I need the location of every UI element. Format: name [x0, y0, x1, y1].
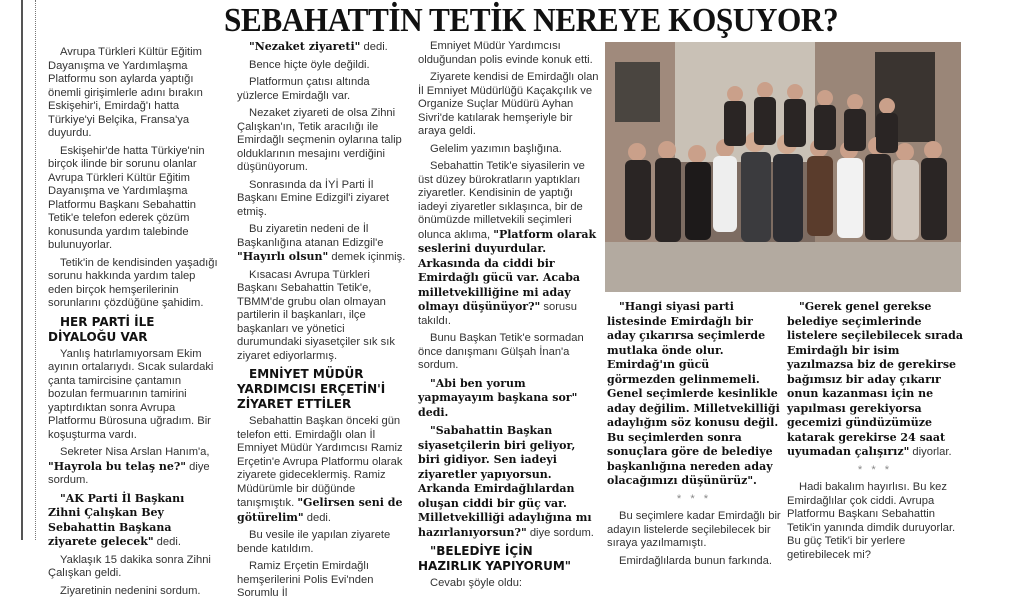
paragraph: [787, 300, 963, 460]
paragraph: [418, 160, 600, 328]
bold-quote: "Sabahattin Başkan siyasetçilerin biri geliyor, biri gidiyor. Sen iadeyi ziyaretler yapıyorsun. Arkanda Emirdağlılardan oluşan ciddi bir güç var. Milletvekilliği adaylığına mı hazırlanıyorsun?": [418, 424, 592, 539]
text-run: dedi.: [153, 536, 181, 548]
text-run: diye sordum.: [48, 460, 210, 486]
paragraph: [607, 555, 781, 569]
bold-quote: "Gelirsen seni de götürelim": [237, 496, 403, 524]
group-photo-image: [605, 42, 961, 292]
text-run: Sekreter Nisa Arslan Hanım'a,: [60, 446, 210, 458]
text-run: diyorlar.: [909, 446, 952, 458]
article-column-5: [787, 300, 963, 566]
paragraph: [48, 257, 218, 311]
bold-quote: "AK Parti İl Başkanı Zihni Çalışkan Bey Sebahattin Başkana ziyarete gelecek": [48, 491, 185, 548]
article-column-2: [237, 40, 411, 605]
text-run: Eskişehir'de hatta Türkiye'nin birçok ilinde bir sorunu olanlar Avrupa Türkleri Kültür Eğitim Dayanışma ve Yardımlaşma Platformu Başkanı Sebahattin Tetik'e telefon ederek çözüm konusunda yardım talebinde bulunuyorlar.: [48, 144, 205, 251]
section-divider: * * *: [676, 492, 712, 505]
article-column-4: [607, 300, 781, 572]
paragraph: [237, 76, 411, 103]
paragraph: [237, 107, 411, 175]
text-run: Tetik'in de kendisinden yaşadığı sorunu hakkında yardım talep eden birçok hemşerilerinin sorunlarını çözdüğüne şahidim.: [48, 256, 218, 309]
paragraph: [787, 481, 963, 562]
paragraph: [418, 332, 600, 373]
text-run: Ziyarete kendisi de Emirdağlı olan İl Emniyet Müdürlüğü Kaçakçılık ve Organize Suçlar Müdürü Ayhan Sivri'de katılarak hemşeriyle bir araya geldi.: [418, 71, 599, 137]
text-run: Nezaket ziyareti de olsa Zihni Çalışkan'ın, Tetik aracılığı ile Emirdağlı seçmenin oylarına talip olduklarının mesajını verdiğini düşünüyorum.: [237, 107, 402, 173]
bold-quote: "Gerek genel gerekse belediye seçimlerinde listelere seçilebilecek sırada Emirdağlı bir isim yazılmazsa biz de gerekirse bağımsız bir aday çıkarır onun kazanması için ne yapılması gerekiyorsa gecemizi gündüzümüze katarak gerekirse 24 saat uyumadan çalışırız": [787, 300, 963, 458]
paragraph: [237, 529, 411, 556]
paragraph: [237, 415, 411, 525]
paragraph: [48, 492, 218, 550]
article-column-3: [418, 40, 600, 595]
text-run: Ziyaretinin nedenini sordum.: [60, 584, 201, 597]
paragraph: [418, 424, 600, 540]
subheading: EMNİYET MÜDÜR YARDIMCISI ERÇETİN'İ ZİYARET ETTİLER: [237, 367, 386, 411]
bold-quote: "Hayrola bu telaş ne?": [48, 459, 187, 473]
paragraph: [418, 143, 600, 157]
paragraph: [607, 300, 781, 489]
section-divider: * * *: [857, 463, 893, 476]
paragraph: [48, 446, 218, 488]
bold-quote: "Platform olarak seslerini duyurdular. Arkasında da ciddi bir Emirdağlı gücü var. Acaba milletvekilliğine mi aday olmayı düşünüyor?": [418, 227, 597, 313]
bold-quote: "Nezaket ziyareti": [249, 40, 361, 53]
paragraph: [48, 585, 218, 599]
text-run: Avrupa Türkleri Kültür Eğitim Dayanışma ve Yardımlaşma Platformu son aylarda yaptığı önemli girişimlerle adını bırakın Eskişehir'i, Emirdağ'ı hatta Türkiye'yi Belçika, Fransa'ya duyurdu.: [48, 46, 203, 139]
text-run: diye sordum.: [526, 526, 594, 539]
paragraph: [237, 40, 411, 55]
paragraph: [48, 46, 218, 141]
page-border-line: [21, 0, 23, 540]
text-run: Bu vesile ile yapılan ziyarete bende katıldım.: [237, 529, 391, 555]
text-run: Bu seçimlere kadar Emirdağlı bir adayın listelerde seçilebilecek bir sıraya yazılmamıştı.: [607, 510, 781, 549]
text-run: Ramiz Erçetin Emirdağlı hemşerilerini Polis Evi'nden Sorumlu İl: [237, 560, 374, 599]
bold-quote: "Abi ben yorum yapmayayım başkana sor" dedi.: [418, 376, 578, 419]
text-run: Yaklaşık 15 dakika sonra Zihni Çalışkan geldi.: [48, 553, 211, 579]
text-run: Bunu Başkan Tetik'e sormadan önce danışmanı Gülşah İnan'a sordum.: [418, 332, 584, 371]
text-run: dedi.: [360, 41, 388, 53]
text-run: Kısacası Avrupa Türkleri Başkanı Sebahattin Tetik'e, TBMM'de grubu olan olmayan partilerin il başkanları, ilçe başkanları ve yönetici durumundaki siyasetçiler sık sık ziyaret ediyorlarmış.: [237, 268, 395, 362]
paragraph: [48, 145, 218, 253]
text-run: Yanlış hatırlamıyorsam Ekim ayının ortalarıydı. Sıcak sulardaki çanta tamircisine çantamın bozulan fermuarının tamirini yaptırdıktan sonra Avrupa Platformu Bürosuna uğradım. Bir koşuşturma vardı.: [48, 347, 214, 441]
paragraph: [418, 377, 600, 421]
text-run: sorusu takıldı.: [418, 301, 577, 327]
subheading: HER PARTİ İLE DİYALOĞU VAR: [48, 314, 155, 344]
paragraph: [237, 59, 411, 73]
group-photo: [605, 42, 961, 292]
text-run: Hadi bakalım hayırlısı. Bu kez Emirdağlılar çok ciddi. Avrupa Platformu Başkanı Sebahattin Tetik'in yanında dimdik duruyorlar. Bu güç Tetik'i bir yerlere getirebilecek mi?: [787, 481, 956, 561]
paragraph: [237, 269, 411, 364]
text-run: Emniyet Müdür Yardımcısı olduğundan polis evinde konuk etti.: [418, 40, 593, 66]
text-run: Platformun çatısı altında yüzlerce Emirdağlı var.: [237, 76, 370, 102]
text-run: demek içinmiş.: [328, 251, 406, 263]
text-run: Bu ziyaretin nedeni de İl Başkanlığına atanan Edizgil'e: [237, 223, 384, 249]
text-run: Sebahattin Başkan önceki gün telefon etti. Emirdağlı olan İl Emniyet Müdür Yardımcısı Ramiz Erçetin'e Avrupa Platformu olarak ziyarete gideceklermiş. Ramiz Müdürümle bir düğünde tanışmıştık.: [237, 415, 403, 509]
text-run: Sebahattin Tetik'e siyasilerin ve üst düzey bürokratların yaptıkları ziyaretler. Kendisinin de yaptığı iadeyi ziyaretler sıklaşınca, bir de önümüzde milletvekili seçimleri olunca aklıma,: [418, 160, 585, 241]
paragraph: [48, 348, 218, 443]
article-column-1: [48, 46, 218, 602]
paragraph: [48, 554, 218, 581]
paragraph: [237, 179, 411, 220]
dotted-column-rule: [35, 0, 36, 540]
headline: SEBAHATTİN TETİK NEREYE KOŞUYOR?: [224, 2, 839, 39]
text-run: Cevabı şöyle oldu:: [430, 577, 523, 589]
text-run: Sonrasında da İYİ Parti İl Başkanı Emine Edizgil'i ziyaret etmiş.: [237, 178, 389, 218]
paragraph: [418, 40, 600, 67]
bold-quote: "Hayırlı olsun": [237, 250, 329, 263]
paragraph: [418, 71, 600, 139]
text-run: Emirdağlılarda bunun farkında.: [619, 554, 772, 567]
paragraph: [237, 560, 411, 601]
bold-quote: "Hangi siyasi parti listesinde Emirdağlı bir aday çıkarırsa seçimlerde mutlaka önde olur. Emirdağ'ın gücü görmezden gelinmemeli. Genel seçimlerde kesinlikle aday değilim. Milletvekilliği adaylığım söz konusu değil. Bu seçimlerden sonra sonuçlara göre de belediye başkanlığına nereden aday olacağımızı düşünürüz".: [607, 300, 780, 487]
text-run: Gelelim yazımın başlığına.: [430, 142, 562, 155]
paragraph: [237, 223, 411, 265]
text-run: dedi.: [303, 511, 332, 524]
paragraph: [607, 510, 781, 551]
text-run: Bence hiçte öyle değildi.: [249, 58, 370, 71]
subheading: "BELEDİYE İÇİN HAZIRLIK YAPIYORUM": [418, 544, 572, 573]
paragraph: [418, 577, 600, 591]
